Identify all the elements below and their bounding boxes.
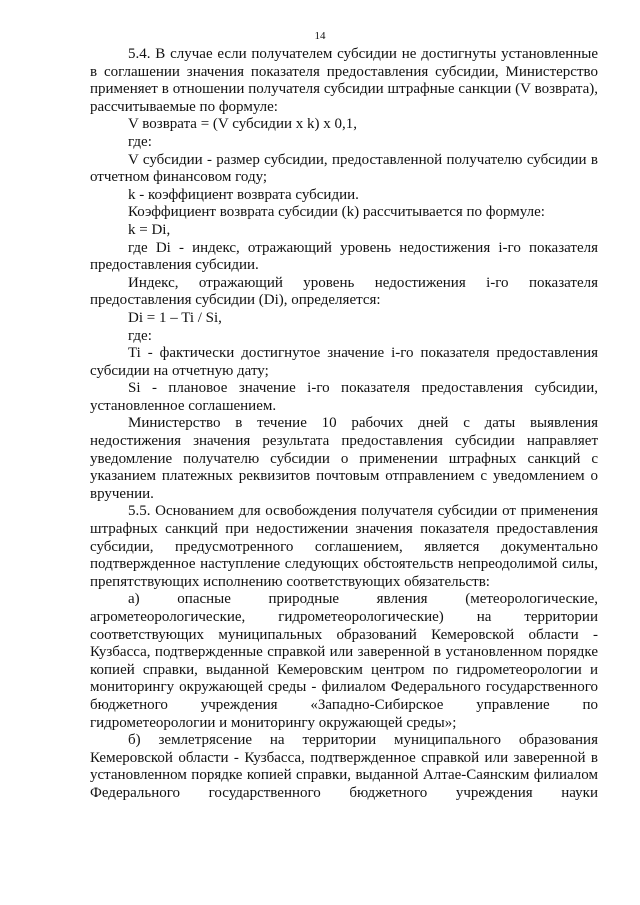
paragraph-5-4: 5.4. В случае если получателем субсидии не достигнуты установленные в соглашении значения показателя предоставления субсидии, Министерство применяет в отношении получателя субсидии штрафные санкции (V возврата), рассчитываемые по формуле: — [90, 46, 598, 115]
definition-si: Si - плановое значение i-го показателя предоставления субсидии, установленное соглашением. — [90, 380, 598, 414]
item-b: б) землетрясение на территории муниципального образования Кемеровской области - Кузбасса, подтвержденное справкой или заверенной в установленном порядке копией справки, выданной Алтае-Саянским филиалом Федерального государственного бюджетного учреждения науки — [90, 732, 598, 801]
formula-v-vozvrata: V возврата = (V субсидии x k) x 0,1, — [128, 116, 357, 133]
index-intro: Индекс, отражающий уровень недостижения i-го показателя предоставления субсидии (Di), определяется: — [90, 274, 598, 309]
where-label-2: где: — [128, 327, 152, 344]
page-number: 14 — [314, 30, 326, 42]
paragraph-5-5: 5.5. Основанием для освобождения получателя субсидии от применения штрафных санкций при недостижении значения показателя предоставления субсидии, предусмотренного соглашением, является документально подтвержденное наступление следующих обстоятельств непреодолимой силы, препятствующих исполнению соответствующих обязательств: — [90, 503, 598, 590]
definition-k: k - коэффициент возврата субсидии. — [128, 186, 359, 203]
definition-ti: Ti - фактически достигнутое значение i-го показателя предоставления субсидии на отчетную дату; — [90, 345, 598, 379]
ministry-notification: Министерство в течение 10 рабочих дней с даты выявления недостижения значения результата предоставления субсидии направляет уведомление получателю субсидии о применении штрафных санкций с указанием платежных реквизитов почтовым отправлением с уведомлением о вручении. — [90, 415, 598, 502]
item-a: а) опасные природные явления (метеорологические, агрометеорологические, гидрометеорологические) на территории соответствующих муниципальных образований Кемеровской области - Кузбасса, подтвержденные справкой или заверенной в установленном порядке копией справки, выданной Кемеровским центром по гидрометеорологии и мониторингу окружающей среды - филиалом Федерального государственного бюджетного учреждения «Западно-Сибирское управление по гидрометеорологии и мониторингу окружающей среды»; — [90, 591, 598, 731]
coefficient-intro: Коэффициент возврата субсидии (k) рассчитывается по формуле: — [128, 204, 545, 221]
definition-v-subsidii: V субсидии - размер субсидии, предоставленной получателю субсидии в отчетном финансовом году; — [90, 151, 598, 186]
formula-di: Di = 1 – Ti / Si, — [128, 309, 222, 326]
document-body — [90, 46, 598, 803]
definition-di: где Di - индекс, отражающий уровень недостижения i-го показателя предоставления субсидии. — [90, 239, 598, 274]
formula-k: k = Di, — [128, 221, 171, 238]
where-label: где: — [128, 133, 152, 150]
